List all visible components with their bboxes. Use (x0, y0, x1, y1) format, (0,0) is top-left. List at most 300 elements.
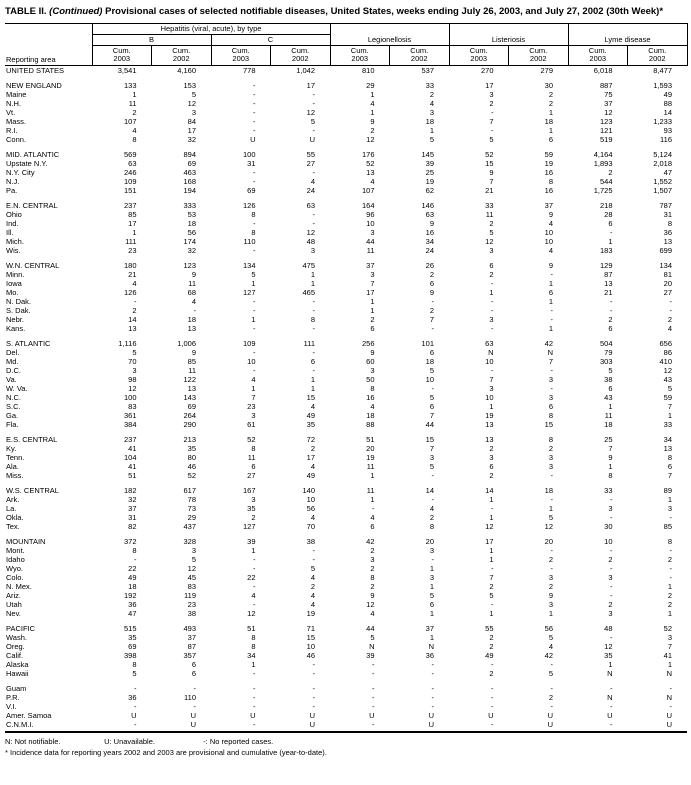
value-cell: 1,725 (593, 185, 613, 195)
value-cell: 5 (489, 227, 494, 237)
value-cell: 3 (548, 392, 553, 402)
value-cell: 21 (485, 185, 494, 195)
value-cell: 2 (548, 89, 553, 99)
value-cell: 12 (306, 227, 315, 237)
value-cell: - (372, 683, 375, 693)
value-cell: 2 (370, 314, 375, 324)
value-cell: 10 (306, 494, 315, 504)
reporting-area-cell: N. Dak. (6, 296, 32, 306)
value-cell: 9 (489, 167, 494, 177)
value-cell: 192 (123, 590, 137, 600)
value-cell: U (309, 710, 315, 720)
value-cell: 69 (247, 185, 256, 195)
value-cell: - (253, 125, 256, 135)
table-row (5, 444, 687, 453)
value-cell: 515 (123, 623, 137, 633)
value-cell: 63 (128, 158, 137, 168)
value-cell: 887 (599, 80, 613, 90)
reporting-area-cell: Tenn. (6, 452, 25, 462)
value-cell: - (491, 599, 494, 609)
value-cell: 18 (544, 485, 553, 495)
value-cell: 18 (425, 356, 434, 366)
value-cell: - (550, 659, 553, 669)
listeriosis-group-header: Listeriosis (449, 23, 568, 45)
value-cell: 5 (489, 134, 494, 144)
value-cell: 6 (251, 461, 256, 471)
reporting-area-cell: Conn. (6, 134, 27, 144)
value-cell: 7 (370, 278, 375, 288)
value-cell: 83 (187, 581, 196, 591)
value-cell: - (431, 323, 434, 333)
value-cell: 5 (429, 392, 434, 402)
value-cell: - (491, 563, 494, 573)
value-cell: - (253, 683, 256, 693)
value-cell: 1 (489, 494, 494, 504)
value-cell: 12 (366, 599, 375, 609)
value-cell: - (610, 563, 613, 573)
value-cell: 31 (128, 512, 137, 522)
cum-year-header: Cum. 2002 (152, 45, 212, 65)
value-cell: - (669, 545, 672, 555)
value-cell: 51 (247, 623, 256, 633)
value-cell: 5 (548, 632, 553, 642)
value-cell: 12 (187, 98, 196, 108)
value-cell: 6 (429, 599, 434, 609)
value-cell: - (550, 269, 553, 279)
value-cell: 73 (187, 503, 196, 513)
value-cell: 119 (184, 590, 196, 600)
table-row (5, 246, 687, 255)
reporting-area-cell: Pa. (6, 185, 18, 195)
value-cell: - (134, 296, 137, 306)
value-cell: 2 (608, 554, 613, 564)
reporting-area-cell: Minn. (6, 269, 25, 279)
value-cell: 23 (247, 401, 256, 411)
table-row (5, 522, 687, 531)
value-cell: 1,233 (653, 116, 672, 126)
table-title-rest: Provisional cases of selected notifiable diseases, United States, weeks ending July 26, 2003, and July 27, 2002 (30th Week)* (105, 6, 664, 17)
value-cell: 109 (123, 176, 137, 186)
value-cell: - (669, 683, 672, 693)
value-cell: U (509, 720, 569, 732)
value-cell: 4 (370, 401, 375, 411)
value-cell: 5 (310, 563, 315, 573)
value-cell: 63 (306, 200, 315, 210)
value-cell: 1 (310, 269, 315, 279)
value-cell: 31 (247, 158, 256, 168)
value-cell: 69 (187, 158, 196, 168)
hepatitis-c-header: C (211, 34, 330, 45)
value-cell: 7 (489, 116, 494, 126)
value-cell: 56 (544, 623, 553, 633)
value-cell: 437 (183, 521, 196, 531)
reporting-area-cell: Wis. (6, 245, 21, 255)
value-cell: 10 (306, 641, 315, 651)
value-cell: - (431, 296, 434, 306)
table-row (5, 591, 687, 600)
value-cell: - (431, 683, 434, 693)
table-row (5, 531, 687, 546)
value-cell: 5 (310, 116, 315, 126)
value-cell: 2 (489, 98, 494, 108)
value-cell: 30 (544, 80, 553, 90)
table-row (5, 126, 687, 135)
value-cell: 110 (243, 236, 256, 246)
value-cell: - (253, 599, 256, 609)
reporting-area-cell: W.S. CENTRAL (6, 485, 59, 495)
reporting-area-cell: N. Mex. (6, 581, 32, 591)
reporting-area-cell: Del. (6, 347, 20, 357)
reporting-area-cell: Utah (6, 599, 22, 609)
value-cell: 4 (370, 512, 375, 522)
value-cell: 17 (485, 80, 494, 90)
value-cell: 2 (310, 581, 315, 591)
value-cell: - (491, 365, 494, 375)
value-cell: 6 (191, 668, 196, 678)
value-cell: 1 (489, 287, 494, 297)
value-cell: N (428, 641, 434, 651)
value-cell: 52 (187, 470, 196, 480)
value-cell: 4,160 (177, 65, 196, 75)
value-cell: 194 (183, 185, 196, 195)
table-row (5, 471, 687, 480)
value-cell: 3 (608, 572, 613, 582)
value-cell: N (666, 692, 672, 702)
value-cell: 27 (247, 470, 256, 480)
value-cell: 25 (425, 167, 434, 177)
table-title (5, 6, 665, 18)
value-cell: 6 (370, 323, 375, 333)
value-cell: 11 (366, 461, 375, 471)
value-cell: 6 (429, 347, 434, 357)
value-cell: 3 (191, 545, 196, 555)
value-cell: 38 (306, 536, 315, 546)
value-cell: 1 (132, 227, 137, 237)
value-cell: 1 (251, 314, 256, 324)
value-cell: 3 (667, 632, 672, 642)
value-cell: - (491, 296, 494, 306)
value-cell: 2 (370, 581, 375, 591)
value-cell: - (669, 572, 672, 582)
value-cell: 1 (667, 608, 672, 618)
table-row (5, 306, 687, 315)
value-cell: 183 (599, 245, 613, 255)
value-cell: - (253, 89, 256, 99)
value-cell: 32 (128, 494, 137, 504)
value-cell: 290 (183, 419, 196, 429)
value-cell: U (369, 710, 375, 720)
value-cell: - (312, 659, 315, 669)
value-cell: 18 (425, 116, 434, 126)
value-cell: - (431, 470, 434, 480)
reporting-area-cell: Nev. (6, 608, 21, 618)
value-cell: 16 (425, 227, 434, 237)
value-cell: 71 (306, 623, 315, 633)
value-cell: - (193, 305, 196, 315)
value-cell: 8 (429, 521, 434, 531)
cum-year-header: Cum. 2003 (92, 45, 152, 65)
value-cell: 164 (361, 200, 375, 210)
value-cell: 2 (667, 599, 672, 609)
value-cell: 8 (132, 134, 137, 144)
value-cell: 8 (251, 209, 256, 219)
reporting-area-cell: E.N. CENTRAL (6, 200, 58, 210)
value-cell: 17 (306, 452, 315, 462)
value-cell: - (550, 314, 553, 324)
value-cell: 4 (132, 125, 137, 135)
value-cell: 59 (663, 392, 672, 402)
value-cell: 3 (489, 245, 494, 255)
value-cell: 49 (128, 572, 137, 582)
value-cell: 123 (599, 116, 613, 126)
value-cell: 44 (366, 623, 375, 633)
table-row (5, 279, 687, 288)
value-cell: U (547, 710, 553, 720)
value-cell: 33 (604, 485, 613, 495)
value-cell: 3 (429, 545, 434, 555)
value-cell: - (610, 632, 613, 642)
reporting-area-cell: Amer. Samoa (6, 710, 52, 720)
reporting-area-cell: La. (6, 503, 17, 513)
value-cell: - (550, 494, 553, 504)
value-cell: 6,018 (593, 65, 613, 75)
legend-unavailable: U: Unavailable. (104, 736, 155, 746)
value-cell: 48 (306, 236, 315, 246)
value-cell: 5 (548, 512, 553, 522)
value-cell: 1 (548, 125, 553, 135)
value-cell: 13 (604, 278, 613, 288)
value-cell: 7 (548, 356, 553, 366)
value-cell: 504 (599, 338, 613, 348)
value-cell: 8 (370, 383, 375, 393)
value-cell: 29 (366, 80, 375, 90)
value-cell: 36 (128, 599, 137, 609)
value-cell: 10 (544, 227, 553, 237)
value-cell: 2 (608, 167, 613, 177)
value-cell: 42 (544, 338, 553, 348)
table-row (5, 651, 687, 660)
value-cell: 81 (663, 269, 672, 279)
value-cell: 20 (663, 278, 672, 288)
value-cell: 111 (125, 236, 137, 246)
value-cell: - (491, 701, 494, 711)
value-cell: - (449, 720, 509, 732)
value-cell: - (610, 296, 613, 306)
value-cell: - (550, 701, 553, 711)
table-row (5, 108, 687, 117)
value-cell: 2 (489, 581, 494, 591)
value-cell: 15 (485, 158, 494, 168)
value-cell: 2 (489, 443, 494, 453)
table-row (5, 159, 687, 168)
value-cell: 2 (370, 545, 375, 555)
value-cell: - (610, 683, 613, 693)
value-cell: 361 (123, 410, 137, 420)
value-cell: - (193, 701, 196, 711)
value-cell: 19 (544, 158, 553, 168)
value-cell: 21 (604, 287, 613, 297)
value-cell: 12 (663, 365, 672, 375)
value-cell: 19 (306, 608, 315, 618)
reporting-area-cell: W. Va. (6, 383, 28, 393)
value-cell: 3 (608, 503, 613, 513)
value-cell: 127 (242, 521, 256, 531)
table-row (5, 65, 687, 75)
value-cell: 264 (183, 410, 196, 420)
value-cell: 6 (608, 383, 613, 393)
value-cell: 3 (667, 503, 672, 513)
value-cell: 153 (183, 80, 196, 90)
value-cell: 1 (370, 305, 375, 315)
value-cell: 46 (187, 461, 196, 471)
value-cell: 134 (242, 260, 256, 270)
value-cell: 2 (429, 512, 434, 522)
table-row (5, 168, 687, 177)
value-cell: - (92, 720, 152, 732)
value-cell: U (190, 710, 196, 720)
value-cell: 1 (132, 89, 137, 99)
value-cell: 143 (183, 392, 196, 402)
reporting-area-cell: S. Dak. (6, 305, 31, 315)
table-row (5, 270, 687, 279)
value-cell: 1 (548, 296, 553, 306)
legionellosis-group-header: Legionellosis (330, 23, 449, 45)
value-cell: 22 (128, 563, 137, 573)
table-row (5, 420, 687, 429)
value-cell: 13 (663, 443, 672, 453)
reporting-area-cell: Tex. (6, 521, 20, 531)
value-cell: 51 (128, 470, 137, 480)
value-cell: 69 (187, 401, 196, 411)
value-cell: 3 (489, 452, 494, 462)
value-cell: 544 (599, 176, 613, 186)
value-cell: 44 (366, 236, 375, 246)
value-cell: 6 (489, 260, 494, 270)
value-cell: 38 (187, 608, 196, 618)
cum-year-header: Cum. 2003 (211, 45, 271, 65)
value-cell: 2 (429, 305, 434, 315)
value-cell: 3 (370, 554, 375, 564)
value-cell: - (431, 494, 434, 504)
value-cell: 1,893 (593, 158, 613, 168)
value-cell: 30 (604, 521, 613, 531)
value-cell: 63 (425, 209, 434, 219)
value-cell: 7 (489, 176, 494, 186)
value-cell: - (372, 692, 375, 702)
value-cell: 1,006 (177, 338, 196, 348)
value-cell: 43 (663, 374, 672, 384)
table-row (5, 75, 687, 90)
table-body (5, 65, 687, 732)
reporting-area-cell: UNITED STATES (6, 65, 65, 75)
table-row (5, 582, 687, 591)
value-cell: 4 (310, 176, 315, 186)
reporting-area-cell: S. ATLANTIC (6, 338, 51, 348)
value-cell: - (669, 305, 672, 315)
table-row (5, 315, 687, 324)
value-cell: 110 (184, 692, 196, 702)
legend-not-notifiable: N: Not notifiable. (5, 736, 61, 746)
value-cell: 1 (608, 461, 613, 471)
reporting-area-cell: Nebr. (6, 314, 24, 324)
value-cell: 101 (421, 338, 434, 348)
table-row (5, 564, 687, 573)
value-cell: 7 (667, 470, 672, 480)
value-cell: 3,541 (117, 65, 137, 75)
value-cell: 11 (366, 485, 375, 495)
value-cell: - (550, 383, 553, 393)
value-cell: 12 (485, 521, 494, 531)
value-cell: 69 (128, 641, 137, 651)
value-cell: 3 (489, 314, 494, 324)
value-cell: 43 (604, 392, 613, 402)
value-cell: - (610, 545, 613, 555)
value-cell: 7 (489, 374, 494, 384)
value-cell: 75 (604, 89, 613, 99)
value-cell: 20 (544, 536, 553, 546)
value-cell: 3 (548, 461, 553, 471)
value-cell: 56 (187, 227, 196, 237)
value-cell: 127 (242, 287, 256, 297)
value-cell: 1,552 (653, 176, 672, 186)
value-cell: 6 (548, 134, 553, 144)
value-cell: 3 (191, 107, 196, 117)
value-cell: 27 (663, 287, 672, 297)
value-cell: 8 (548, 410, 553, 420)
reporting-area-cell: Idaho (6, 554, 25, 564)
table-row (5, 375, 687, 384)
value-cell: 9 (429, 218, 434, 228)
reporting-area-cell: W.N. CENTRAL (6, 260, 60, 270)
value-cell: 5 (370, 632, 375, 642)
value-cell: N (547, 347, 553, 357)
table-row (5, 333, 687, 348)
value-cell: 85 (128, 209, 137, 219)
value-cell: 2 (548, 554, 553, 564)
value-cell: 1 (608, 659, 613, 669)
value-cell: 333 (183, 200, 196, 210)
table-row (5, 642, 687, 651)
table-title-continued: (Continued) (46, 6, 106, 17)
value-cell: 2 (548, 692, 553, 702)
value-cell: 61 (247, 419, 256, 429)
value-cell: 36 (425, 650, 434, 660)
value-cell: - (431, 383, 434, 393)
value-cell: 3 (310, 245, 315, 255)
value-cell: N (607, 668, 613, 678)
value-cell: 2 (667, 554, 672, 564)
value-cell: 1 (370, 89, 375, 99)
value-cell: 270 (480, 65, 494, 75)
value-cell: 35 (187, 443, 196, 453)
value-cell: 5,124 (653, 149, 672, 159)
table-row (5, 513, 687, 522)
value-cell: 10 (366, 218, 375, 228)
value-cell: - (610, 590, 613, 600)
value-cell: 60 (366, 356, 375, 366)
value-cell: - (253, 116, 256, 126)
value-cell: - (253, 347, 256, 357)
reporting-area-cell: Okla. (6, 512, 24, 522)
value-cell: 51 (366, 434, 375, 444)
value-cell: 49 (663, 89, 672, 99)
value-cell: 2 (489, 269, 494, 279)
value-cell: 176 (361, 149, 375, 159)
table-row (5, 546, 687, 555)
value-cell: - (253, 245, 256, 255)
value-cell: 104 (123, 452, 137, 462)
reporting-area-cell: MOUNTAIN (6, 536, 46, 546)
